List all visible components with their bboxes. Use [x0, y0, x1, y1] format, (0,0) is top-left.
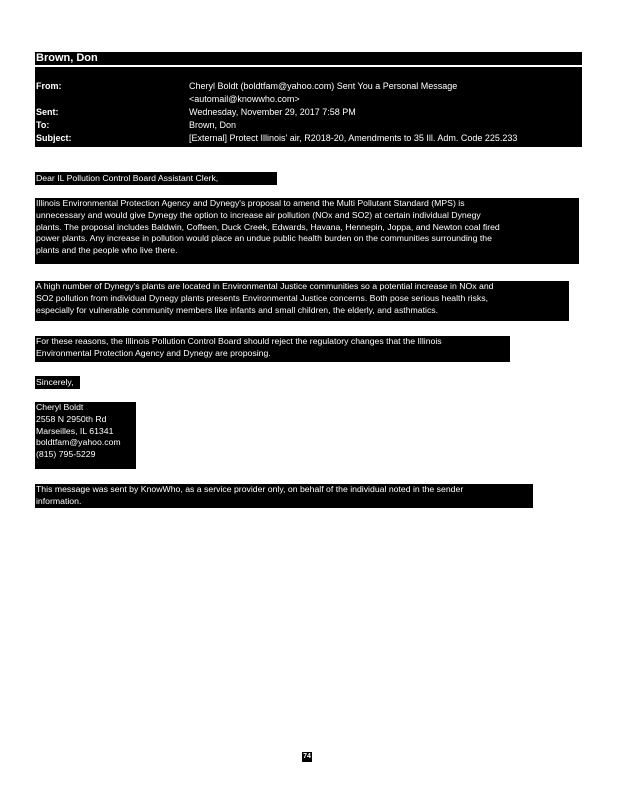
footer-line: information. [36, 495, 82, 506]
paragraph-line: Illinois Environmental Protection Agency and Dynegy's proposal to amend the Multi Pollutant Standard (MPS) is [36, 198, 465, 208]
subject-value: [External] Protect Illinois' air, R2018-20, Amendments to 35 Ill. Adm. Code 225.233 [189, 133, 518, 143]
signature-street: 2558 N 2950th Rd [36, 413, 107, 424]
signature-email: boldtfam@yahoo.com [36, 437, 121, 448]
body-paragraph-3 [35, 336, 510, 362]
salutation: Dear IL Pollution Control Board Assistant Clerk, [35, 172, 277, 185]
page-number: 74 [303, 753, 311, 760]
paragraph-line: For these reasons, the Illinois Pollution Control Board should reject the regulatory changes that the Illinois [36, 336, 442, 346]
paragraph-line: SO2 pollution from individual Dynegy plants presents Environmental Justice concerns. Both pose serious health risks, [36, 292, 488, 303]
paragraph-line: unnecessary and would give Dynegy the option to increase air pollution (NOx and SO2) at certain individual Dynegy [36, 209, 481, 220]
paragraph-line: power plants. Any increase in pollution would place an undue public health burden on the communities surrounding the [36, 233, 492, 244]
from-row-continued [35, 94, 582, 105]
paragraph-line: especially for vulnerable community members like infants and small children, the elderly, and asthmatics. [36, 304, 439, 315]
sent-value: Wednesday, November 29, 2017 7:58 PM [189, 107, 356, 117]
from-value-line2: <automail@knowwho.com> [189, 94, 300, 104]
body-paragraph-1 [35, 198, 579, 264]
subject-row [35, 133, 582, 144]
to-row [35, 120, 582, 131]
paragraph-line: plants. The proposal includes Baldwin, Coffeen, Duck Creek, Edwards, Havana, Hennepin, Joppa, and Newton coal fired [36, 221, 500, 232]
sender-name-heading: Brown, Don [35, 52, 582, 65]
sent-label: Sent: [36, 107, 59, 117]
sign-off: Sincerely, [35, 376, 80, 389]
footer-line: This message was sent by KnowWho, as a service provider only, on behalf of the individual noted in the sender [36, 484, 464, 494]
paragraph-line: A high number of Dynegy's plants are located in Environmental Justice communities so a potential increase in NOx and [36, 281, 494, 291]
paragraph-line: Environmental Protection Agency and Dynegy are proposing. [36, 347, 271, 358]
from-row [35, 81, 582, 92]
from-label: From: [36, 81, 62, 91]
sent-row [35, 107, 582, 118]
signature-phone: (815) 795-5229 [36, 449, 96, 460]
subject-label: Subject: [36, 133, 72, 143]
to-value: Brown, Don [189, 120, 237, 130]
to-label: To: [36, 120, 50, 130]
footer-note [35, 484, 533, 508]
email-header-fields [35, 67, 582, 147]
from-value-line1: Cheryl Boldt (boldtfam@yahoo.com) Sent You a Personal Message [189, 81, 458, 91]
signature-city: Marseilles, IL 61341 [36, 425, 114, 436]
signature-block [35, 402, 136, 469]
body-paragraph-2 [35, 281, 569, 321]
paragraph-line: plants and the people who live there. [36, 245, 178, 256]
signature-name: Cheryl Boldt [36, 402, 84, 412]
